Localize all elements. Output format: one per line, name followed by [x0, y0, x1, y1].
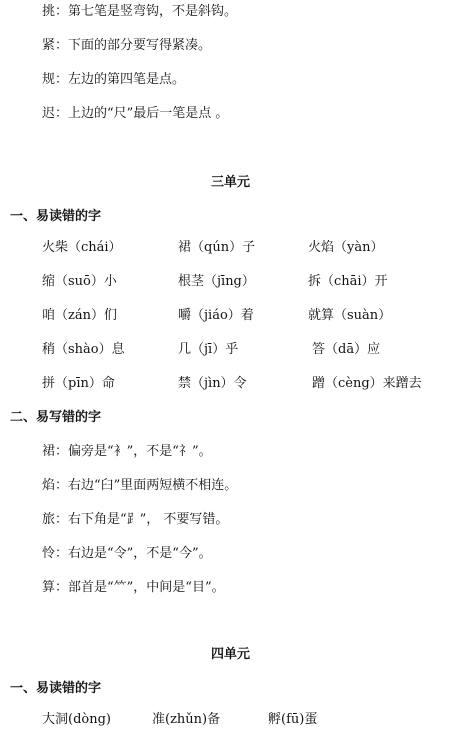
word-item: 嚼（jiáo）着	[178, 308, 254, 323]
word-item: 根茎（jīng）	[178, 274, 255, 289]
word-item: 稍（shào）息	[42, 342, 125, 357]
unit-title: 四单元	[210, 647, 250, 662]
note-line: 规：左边的第四笔是点。	[42, 72, 186, 87]
note-line: 算：部首是“⺮”，中间是“目”。	[42, 580, 225, 595]
word-item: 大洞(dòng)	[42, 712, 111, 727]
note-line: 怜：右边是“令”，不是“今”。	[42, 546, 212, 561]
word-item: 缩（suō）小	[42, 274, 117, 289]
note-line: 紧：下面的部分要写得紧凑。	[42, 38, 212, 53]
unit-title: 三单元	[210, 175, 250, 190]
note-line: 挑：第七笔是竖弯钩，不是斜钩。	[42, 4, 238, 19]
note-line: 迟：上边的“尺”最后一笔是点 。	[42, 106, 229, 121]
word-item: 准(zhǔn)备	[152, 712, 221, 727]
word-item: 拆（chāi）开	[308, 274, 388, 289]
word-item: 答（dā）应	[312, 342, 381, 357]
word-item: 拼（pīn）命	[42, 376, 115, 391]
section-heading: 一、易读错的字	[10, 209, 102, 224]
word-item: 几（jī）乎	[178, 342, 239, 357]
word-item: 裙（qún）子	[178, 240, 256, 255]
section-heading: 二、易写错的字	[10, 410, 102, 425]
section-heading: 一、易读错的字	[10, 681, 102, 696]
note-line: 焰：右边“臼”里面两短横不相连。	[42, 478, 238, 493]
word-item: 就算（suàn）	[308, 308, 392, 323]
word-item: 蹭（cèng）来蹭去	[312, 376, 422, 391]
word-item: 火柴（chái）	[42, 240, 122, 255]
note-line: 裙：偏旁是“衤”，不是“礻”。	[42, 444, 212, 459]
word-item: 火焰（yàn）	[308, 240, 384, 255]
word-item: 咱（zán）们	[42, 308, 117, 323]
word-item: 孵(fū)蛋	[268, 712, 318, 727]
word-item: 禁（jìn）令	[178, 376, 247, 391]
note-line: 旅：右下角是“⻊”， 不要写错。	[42, 512, 229, 527]
